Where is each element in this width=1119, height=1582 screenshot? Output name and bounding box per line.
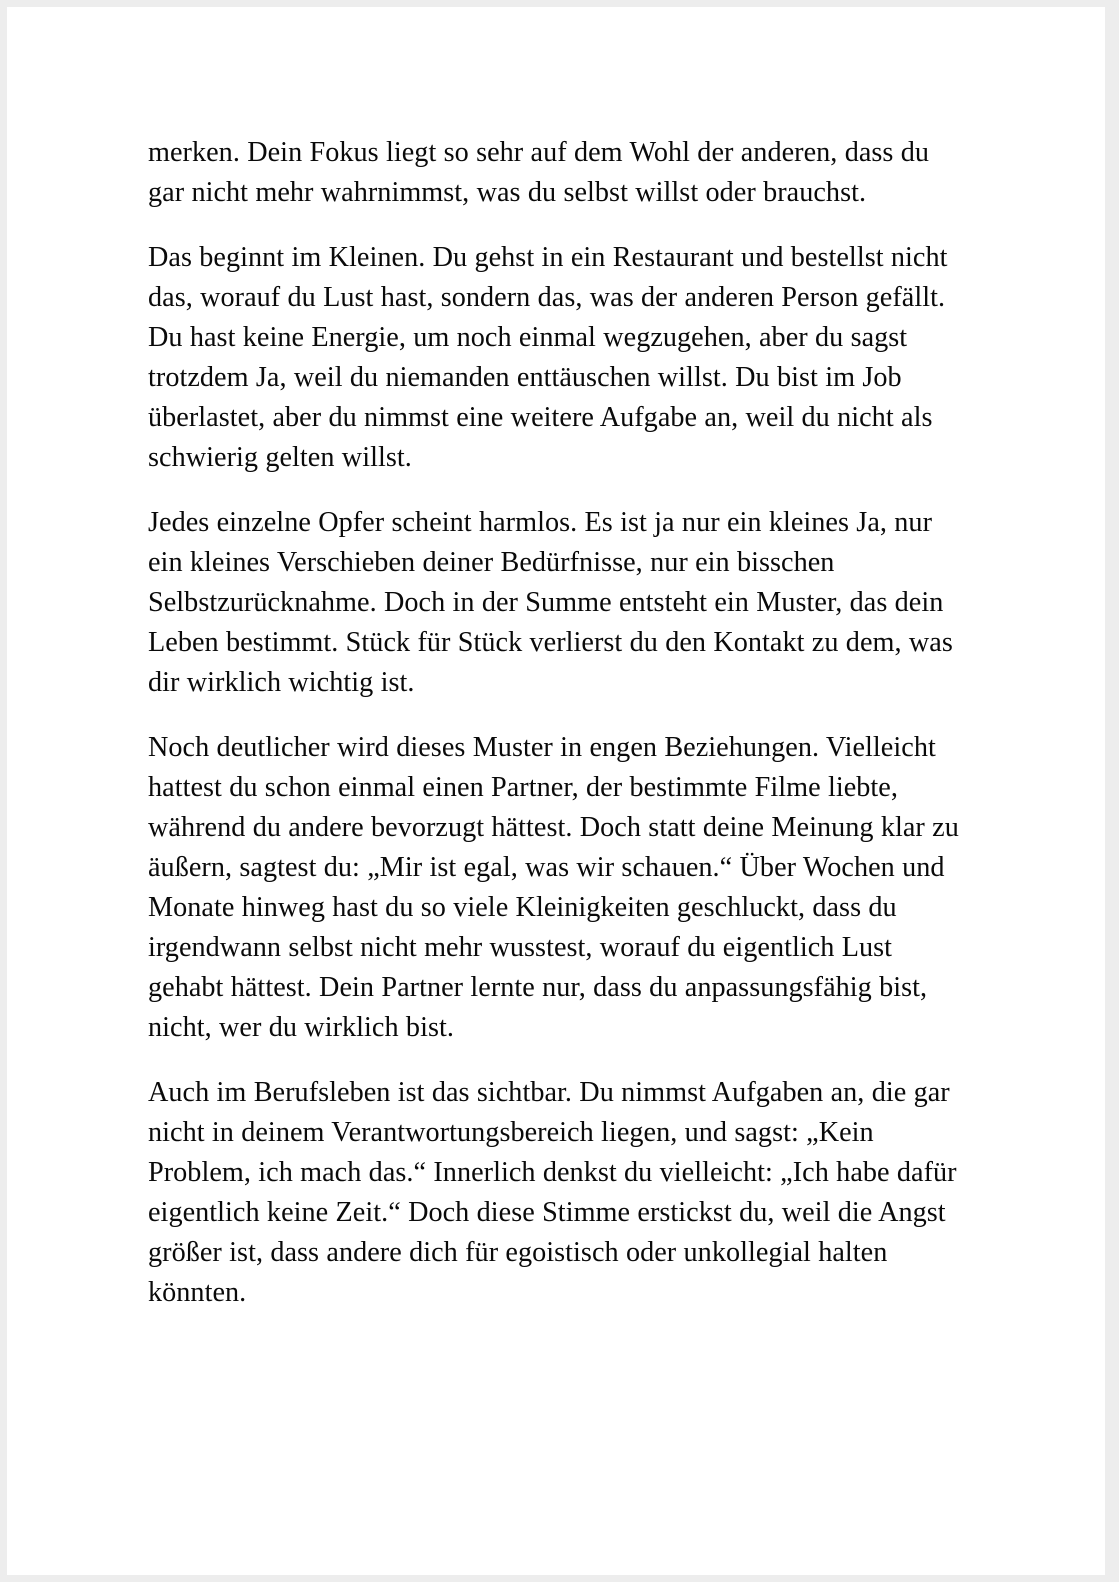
body-paragraph: Jedes einzelne Opfer scheint harmlos. Es ist ja nur ein kleines Ja, nur ein kleines Verschieben deiner Bedürfnisse, nur ein bisschen Selbstzurücknahme. Doch in der Summe entsteht ein Muster, das dein Leben bestimmt. Stück für Stück verlierst du den Kontakt zu dem, was dir wirklich wichtig ist. bbox=[148, 507, 953, 698]
text-column bbox=[148, 133, 966, 1313]
body-paragraph: Auch im Berufsleben ist das sichtbar. Du nimmst Aufgaben an, die gar nicht in deinem Verantwortungsbereich liegen, und sagst: „Kein Problem, ich mach das.“ Innerlich denkst du vielleicht: „Ich habe dafür eigentlich keine Zeit.“ Doch diese Stimme erstickst du, weil die Angst größer ist, dass andere dich für egoistisch oder unkollegial halten könnten. bbox=[148, 1077, 957, 1308]
body-paragraph: merken. Dein Fokus liegt so sehr auf dem Wohl der anderen, dass du gar nicht mehr wahrnimmst, was du selbst willst oder brauchst. bbox=[148, 137, 930, 208]
body-paragraph: Noch deutlicher wird dieses Muster in engen Beziehungen. Vielleicht hattest du schon einmal einen Partner, der bestimmte Filme liebte, während du andere bevorzugt hättest. Doch statt deine Meinung klar zu äußern, sagtest du: „Mir ist egal, was wir schauen.“ Über Wochen und Monate hinweg hast du so viele Kleinigkeiten geschluckt, dass du irgendwann selbst nicht mehr wusstest, worauf du eigentlich Lust gehabt hättest. Dein Partner lernte nur, dass du anpassungsfähig bist, nicht, wer du wirklich bist. bbox=[148, 732, 959, 1043]
body-paragraph: Das beginnt im Kleinen. Du gehst in ein Restaurant und bestellst nicht das, worauf du Lust hast, sondern das, was der anderen Person gefällt. Du hast keine Energie, um noch einmal wegzugehen, aber du sagst trotzdem Ja, weil du niemanden enttäuschen willst. Du bist im Job überlastet, aber du nimmst eine weitere Aufgabe an, weil du nicht als schwierig gelten willst. bbox=[148, 242, 948, 473]
page-sheet bbox=[7, 7, 1105, 1575]
